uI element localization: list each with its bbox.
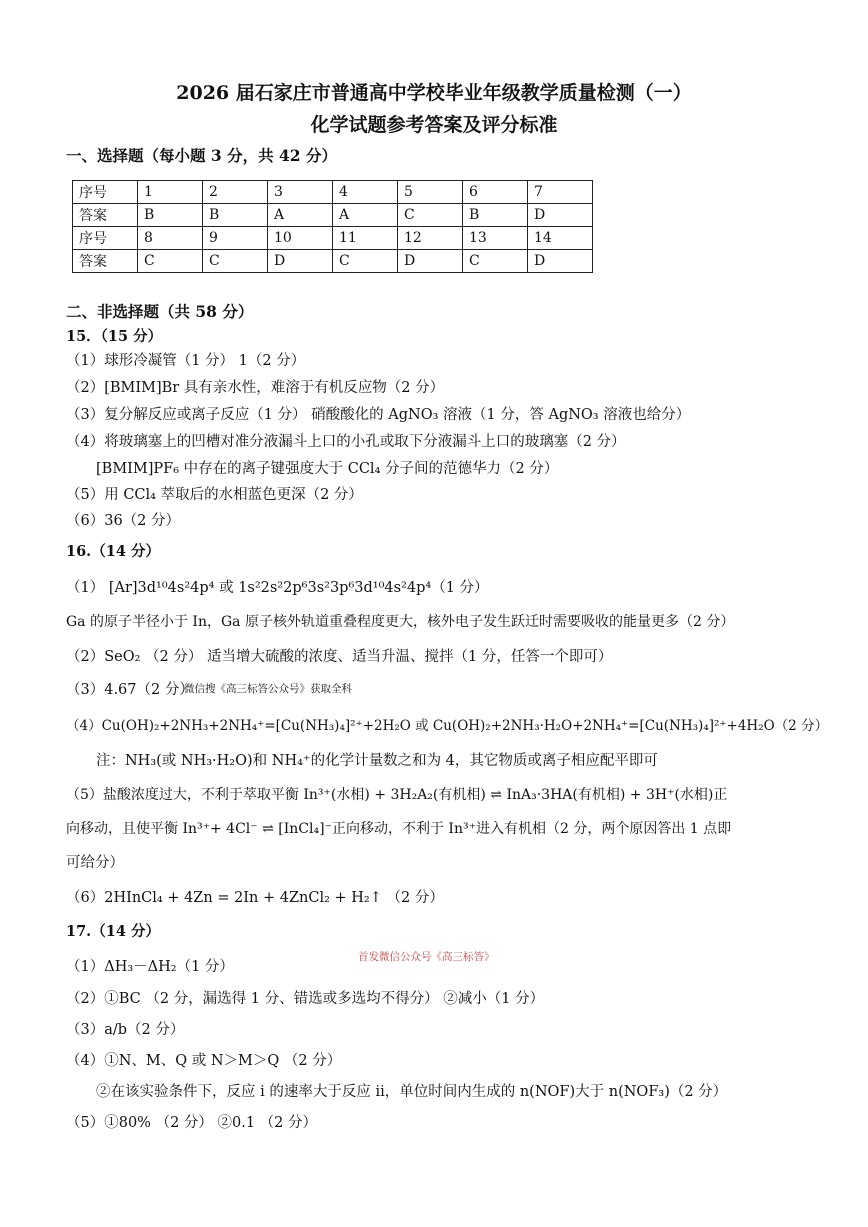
table-cell: 答案 <box>73 250 138 273</box>
table-cell: 序号 <box>73 181 138 204</box>
table-cell: 6 <box>463 181 528 204</box>
table-cell: C <box>398 204 463 227</box>
question-17-heading: 17.（14 分） <box>66 923 160 940</box>
answer-line: Ga 的原子半径小于 In，Ga 原子核外轨道重叠程度更大，核外电子发生跃迁时需要吸收的能量更多（2 分） <box>66 614 735 630</box>
answer-line: （1）ΔH₃－ΔH₂（1 分） <box>66 959 234 975</box>
answer-line: （1） [Ar]3d¹⁰4s²4p⁴ 或 1s²2s²2p⁶3s²3p⁶3d¹⁰4s²4p⁴（1 分） <box>66 580 489 596</box>
answer-line: （4）Cu(OH)₂+2NH₃+2NH₄⁺=[Cu(NH₃)₄]²⁺+2H₂O 或 Cu(OH)₂+2NH₃·H₂O+2NH₄⁺=[Cu(NH₃)₄]²⁺+4H₂O（2 分） <box>66 718 829 734</box>
section2-heading: 二、非选择题（共 58 分） <box>66 302 254 321</box>
answer-line: 注：NH₃(或 NH₃·H₂O)和 NH₄⁺的化学计量数之和为 4，其它物质或离子相应配平即可 <box>96 753 658 769</box>
table-cell: 14 <box>528 227 593 250</box>
table-cell: 4 <box>333 181 398 204</box>
answer-line: ②在该实验条件下，反应 i 的速率大于反应 ii，单位时间内生成的 n(NOF)大于 n(NOF₃)（2 分） <box>96 1084 728 1100</box>
answer-table <box>72 180 593 273</box>
table-cell: 5 <box>398 181 463 204</box>
table-cell: C <box>203 250 268 273</box>
table-cell: C <box>333 250 398 273</box>
table-row <box>73 181 593 204</box>
answer-line: （6）2HInCl₄ + 4Zn = 2In + 4ZnCl₂ + H₂↑ （2 分） <box>66 890 444 906</box>
table-cell: 7 <box>528 181 593 204</box>
answer-line: （4）将玻璃塞上的凹槽对准分液漏斗上口的小孔或取下分液漏斗上口的玻璃塞（2 分） <box>66 434 626 450</box>
question-15-heading: 15．（15 分） <box>66 328 163 345</box>
table-cell: D <box>268 250 333 273</box>
table-cell: 3 <box>268 181 333 204</box>
answer-line: （2）①BC （2 分，漏选得 1 分、错选或多选均不得分） ②减小（1 分） <box>66 991 545 1007</box>
document-title: 2026 届石家庄市普通高中学校毕业年级教学质量检测（一） <box>176 82 692 104</box>
table-cell: 9 <box>203 227 268 250</box>
answer-line: （3）a/b（2 分） <box>66 1022 185 1038</box>
answer-line: （1）球形冷凝管（1 分） 1（2 分） <box>66 353 306 369</box>
table-row <box>73 227 593 250</box>
table-cell: B <box>203 204 268 227</box>
table-cell: 答案 <box>73 204 138 227</box>
table-cell: 13 <box>463 227 528 250</box>
watermark-text: 首发微信公众号《高三标答》 <box>358 951 495 963</box>
table-cell: B <box>138 204 203 227</box>
table-cell: D <box>528 204 593 227</box>
table-cell: B <box>463 204 528 227</box>
table-cell: 8 <box>138 227 203 250</box>
table-cell: 1 <box>138 181 203 204</box>
table-cell: 12 <box>398 227 463 250</box>
watermark-text: 微信搜《高三标答公众号》获取全科 <box>184 683 352 695</box>
table-cell: C <box>463 250 528 273</box>
table-cell: D <box>528 250 593 273</box>
table-cell: A <box>333 204 398 227</box>
answer-line: [BMIM]PF₆ 中存在的离子键强度大于 CCl₄ 分子间的范德华力（2 分） <box>96 461 559 477</box>
answer-line: （4）①N、M、Q 或 N＞M＞Q （2 分） <box>66 1053 342 1069</box>
answer-line: 向移动，且使平衡 In³⁺+ 4Cl⁻ ⇌ [InCl₄]⁻正向移动，不利于 In³⁺进入有机相（2 分，两个原因答出 1 点即 <box>66 821 732 837</box>
table-cell: C <box>138 250 203 273</box>
table-cell: 11 <box>333 227 398 250</box>
table-cell: 序号 <box>73 227 138 250</box>
answer-line: （5）①80% （2 分） ②0.1 （2 分） <box>66 1115 318 1131</box>
answer-line: （6）36（2 分） <box>66 513 181 529</box>
table-cell: D <box>398 250 463 273</box>
answer-line: （5）盐酸浓度过大，不利于萃取平衡 In³⁺(水相) + 3H₂A₂(有机相) ⇌ InA₃·3HA(有机相) + 3H⁺(水相)正 <box>66 787 728 803</box>
table-row <box>73 250 593 273</box>
answer-line: （3）复分解反应或离子反应（1 分） 硝酸酸化的 AgNO₃ 溶液（1 分，答 AgNO₃ 溶液也给分） <box>66 407 691 423</box>
table-cell: 10 <box>268 227 333 250</box>
answer-line: 可给分） <box>66 855 124 871</box>
answer-line: （2）[BMIM]Br 具有亲水性，难溶于有机反应物（2 分） <box>66 380 445 396</box>
table-row <box>73 204 593 227</box>
answer-line: （3）4.67（2 分） <box>66 682 194 698</box>
table-cell: 2 <box>203 181 268 204</box>
section1-heading: 一、选择题（每小题 3 分，共 42 分） <box>66 146 337 165</box>
table-cell: A <box>268 204 333 227</box>
answer-line: （5）用 CCl₄ 萃取后的水相蓝色更深（2 分） <box>66 487 363 503</box>
document-subtitle: 化学试题参考答案及评分标准 <box>310 114 558 136</box>
answer-line: （2）SeO₂ （2 分） 适当增大硫酸的浓度、适当升温、搅拌（1 分，任答一个即可） <box>66 649 613 665</box>
question-16-heading: 16.（14 分） <box>66 543 160 560</box>
